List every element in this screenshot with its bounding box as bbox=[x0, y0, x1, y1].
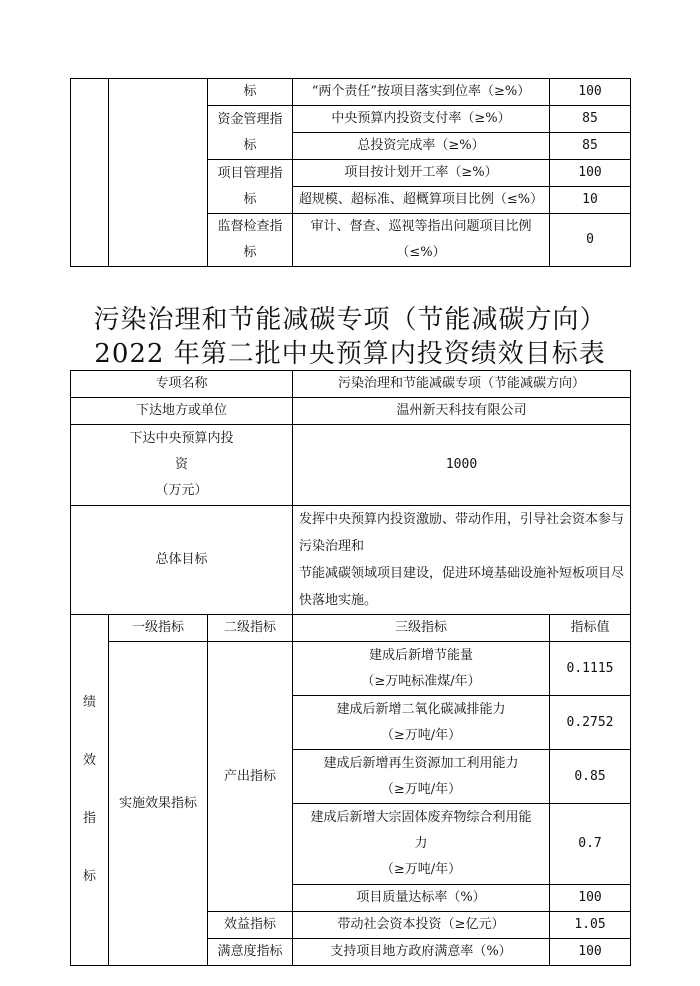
level3-text: （≥万吨标准煤/年） bbox=[361, 673, 481, 689]
value-cell: 0 bbox=[550, 214, 631, 267]
level3-text: 建成后新增大宗固体废弃物综合利用能 bbox=[310, 810, 532, 825]
goal-label: 总体目标 bbox=[71, 506, 293, 615]
level3-cell bbox=[293, 642, 550, 696]
page-title-line2: 2022 年第二批中央预算内投资绩效目标表 bbox=[94, 339, 606, 369]
goal-line: 发挥中央预算内投资激励、带动作用，引导社会资本参与污染治理和 bbox=[299, 512, 625, 554]
level2-cell-project-management bbox=[208, 160, 293, 214]
level3-text: （≥万吨/年） bbox=[380, 862, 462, 877]
level2-text: 资金管理指 bbox=[217, 111, 283, 127]
investment-label-text: （万元） bbox=[155, 483, 208, 498]
value-cell: 0.7 bbox=[550, 804, 631, 885]
level1-implementation-effect: 实施效果指标 bbox=[109, 642, 208, 966]
level3-text: 力 bbox=[414, 836, 428, 851]
value-cell: 85 bbox=[550, 106, 631, 133]
value-cell: 85 bbox=[550, 133, 631, 160]
value-cell: 100 bbox=[550, 79, 631, 106]
level3-cell bbox=[293, 696, 550, 750]
side-char: 指 bbox=[82, 811, 96, 826]
level2-output: 产出指标 bbox=[208, 642, 293, 912]
level3-cell: 带动社会资本投资（≥亿元） bbox=[293, 912, 550, 939]
goal-line: 节能减碳领域项目建设，促进环境基础设施补短板项目尽快落地实施。 bbox=[299, 566, 625, 608]
level2-text: 标 bbox=[243, 191, 257, 207]
header-value: 指标值 bbox=[550, 615, 631, 642]
investment-label-text: 下达中央预算内投 bbox=[129, 431, 234, 446]
level3-text: 建成后新增二氧化碳减排能力 bbox=[336, 701, 506, 717]
level3-cell: 支持项目地方政府满意率（%） bbox=[293, 939, 550, 966]
blank-cell-level1 bbox=[109, 79, 208, 267]
level2-text: 项目管理指 bbox=[217, 165, 283, 181]
value-cell: 1.05 bbox=[550, 912, 631, 939]
level3-cell bbox=[293, 214, 550, 267]
level3-cell: 项目按计划开工率（≥%） bbox=[293, 160, 550, 187]
header-level1: 一级指标 bbox=[109, 615, 208, 642]
unit-label: 下达地方或单位 bbox=[71, 398, 293, 425]
performance-target-table bbox=[70, 370, 631, 966]
project-name-value: 污染治理和节能减碳专项（节能减碳方向） bbox=[293, 371, 631, 398]
continued-indicator-table bbox=[70, 78, 631, 267]
page-title-line1: 污染治理和节能减碳专项（节能减碳方向） bbox=[93, 305, 607, 335]
level2-satisfaction: 满意度指标 bbox=[208, 939, 293, 966]
level3-cell bbox=[293, 750, 550, 804]
level2-text: 标 bbox=[243, 245, 257, 260]
level2-text: 标 bbox=[243, 137, 257, 153]
level2-cell-supervision bbox=[208, 214, 293, 267]
investment-label bbox=[71, 425, 293, 506]
level3-text: 建成后新增再生资源加工利用能力 bbox=[323, 755, 519, 771]
level3-text: 建成后新增节能量 bbox=[368, 647, 473, 663]
value-cell: 0.85 bbox=[550, 750, 631, 804]
level3-text: （≥万吨/年） bbox=[380, 781, 462, 797]
level3-cell bbox=[293, 804, 550, 885]
side-char: 标 bbox=[82, 869, 96, 884]
level3-cell: 超规模、超标准、超概算项目比例（≤%） bbox=[293, 187, 550, 214]
level3-text: 审计、督查、巡视等指出问题项目比例 bbox=[310, 219, 532, 234]
value-cell: 100 bbox=[550, 885, 631, 912]
level2-cell-fund-management bbox=[208, 106, 293, 160]
value-cell: 100 bbox=[550, 160, 631, 187]
value-cell: 100 bbox=[550, 939, 631, 966]
side-char: 绩 bbox=[82, 695, 96, 710]
value-cell: 0.2752 bbox=[550, 696, 631, 750]
side-char: 效 bbox=[82, 753, 96, 768]
blank-cell-left bbox=[71, 79, 109, 267]
level3-text: （≤%） bbox=[396, 245, 446, 260]
investment-value: 1000 bbox=[293, 425, 631, 506]
level3-cell: 中央预算内投资支付率（≥%） bbox=[293, 106, 550, 133]
level3-cell: “两个责任”按项目落实到位率（≥%） bbox=[293, 79, 550, 106]
level2-cell: 标 bbox=[208, 79, 293, 106]
project-name-label: 专项名称 bbox=[71, 371, 293, 398]
level3-cell: 项目质量达标率（%） bbox=[293, 885, 550, 912]
header-level2: 二级指标 bbox=[208, 615, 293, 642]
level3-cell: 总投资完成率（≥%） bbox=[293, 133, 550, 160]
value-cell: 10 bbox=[550, 187, 631, 214]
level3-text: （≥万吨/年） bbox=[380, 727, 462, 743]
goal-text bbox=[293, 506, 631, 615]
level2-benefit: 效益指标 bbox=[208, 912, 293, 939]
unit-value: 温州新天科技有限公司 bbox=[293, 398, 631, 425]
investment-label-text: 资 bbox=[174, 457, 188, 472]
value-cell: 0.1115 bbox=[550, 642, 631, 696]
level2-text: 监督检查指 bbox=[217, 219, 283, 234]
performance-indicator-side-label bbox=[71, 615, 109, 966]
header-level3: 三级指标 bbox=[293, 615, 550, 642]
